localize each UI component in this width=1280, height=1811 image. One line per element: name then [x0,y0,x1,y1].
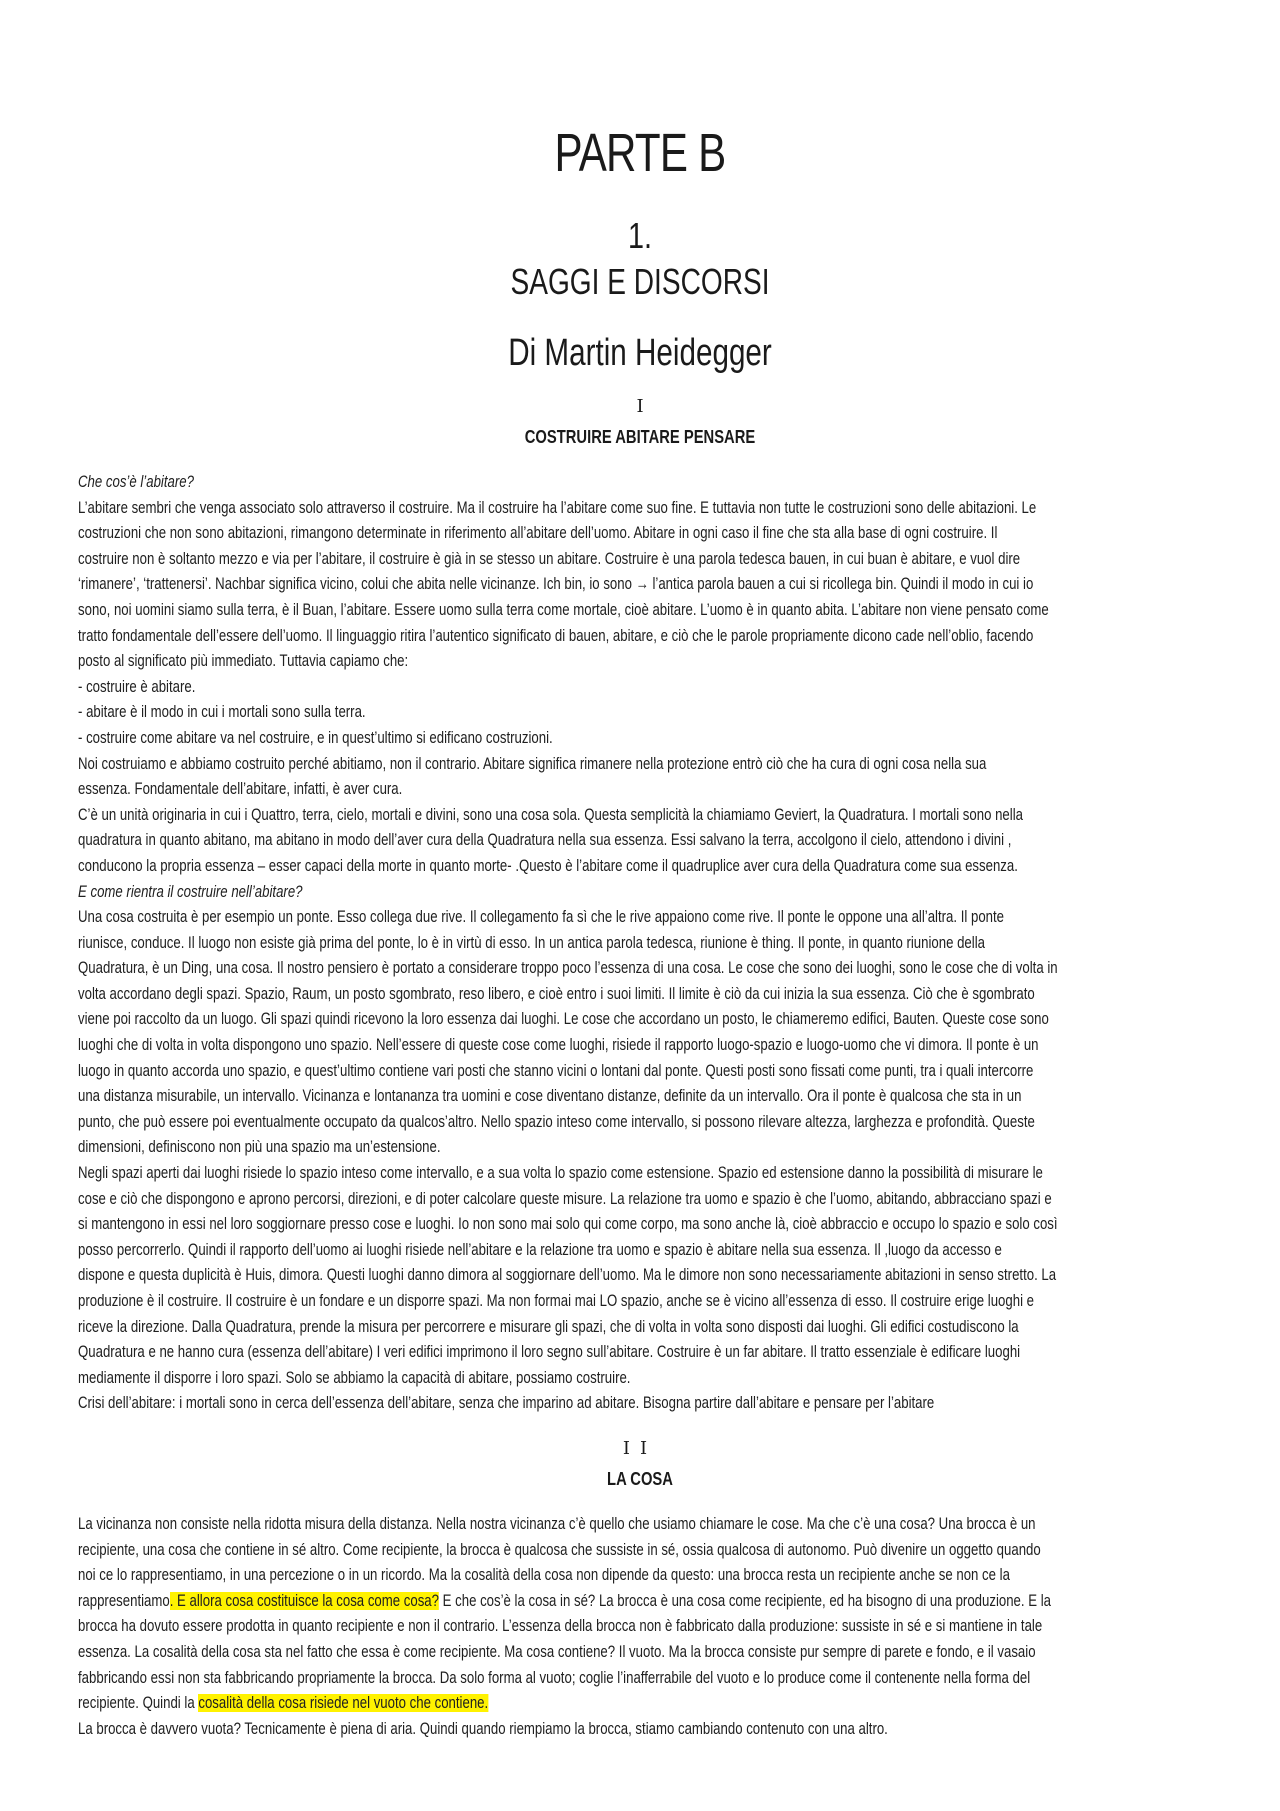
paragraph-line: si mantengono in essi nel loro soggiornare presso cose e luoghi. Io non sono mai solo qui come corpo, ma sono anche là, cioè abbraccio e occupo lo spazio e solo così [78,1215,1058,1234]
author-line: Di Martin Heidegger [508,332,772,374]
paragraph-line: L’abitare sembri che venga associato solo attraverso il costruire. Ma il costruire ha l’abitare come suo fine. E tuttavia non tutte le costruzioni sono delle abitazioni. Le [78,498,1037,517]
section-body-2 [78,1512,1214,1742]
paragraph-line: dispone e questa duplicità è Huis, dimora. Questi luoghi danno dimora al soggiornare dell’uomo. Ma le dimore non sono necessariamente abitazioni in senso stretto. La [78,1266,1057,1285]
section-text [78,470,1214,1417]
paragraph-line: C’è un unità originaria in cui i Quattro, terra, cielo, mortali e divini, sono una cosa sola. Questa semplicità la chiamiamo Geviert, la Quadratura. I mortali sono nella [78,805,1023,824]
chapter-title: SAGGI E DISCORSI [510,261,770,302]
text-run: recipiente. Quindi la [78,1694,199,1713]
highlighted-text: cosalità della cosa risiede nel vuoto che contiene. [198,1694,489,1713]
chapter-number: 1. [627,215,653,256]
paragraph-line: - costruire è abitare. [78,677,196,696]
paragraph-line: La brocca è davvero vuota? Tecnicamente è piena di aria. Quindi quando riempiamo la brocca, stiamo cambiando contenuto con una altro. [78,1719,888,1738]
paragraph-line: sono, noi uomini siamo sulla terra, è il Buan, l’abitare. Essere uomo sulla terra come mortale, cioè abitare. L’uomo è in quanto abita. L’abitare non viene pensato come [78,600,1049,619]
paragraph-line: brocca ha dovuto essere prodotta in quanto recipiente e non il contrario. L’essenza della brocca non è fabbricato dalla produzione: sussiste in sé e si mantiene in tale [78,1617,1043,1636]
section-question: Che cos’è l’abitare? [78,473,194,491]
section-body [78,470,1214,1417]
paragraph-line: punto, che può essere poi eventualmente occupato da qualcos’altro. Nello spazio inteso come intervallo, si possono rilevare altezza, larghezza e profondità. Queste [78,1112,1035,1131]
paragraph-line: Crisi dell’abitare: i mortali sono in cerca dell’essenza dell’abitare, senza che imparino ad abitare. Bisogna partire dall’abitare e pensare per l’abitare [78,1394,935,1413]
paragraph-line: Quadratura e ne hanno cura (essenza dell’abitare) I veri edifici imprimono il loro segno sull’abitare. Costruire è un far abitare. Il tratto essenziale è edificare luoghi [78,1343,1021,1362]
paragraph-line: Quadratura, è un Ding, una cosa. Il nostro pensiero è portato a considerare troppo poco l’essenza di una cosa. Le cose che sono dei luoghi, sono le cose che di volta in [78,959,1058,978]
highlighted-text: . E allora cosa costituisce la cosa come cosa? [169,1591,439,1610]
paragraph-line: costruire non è soltanto mezzo e via per l’abitare, il costruire è già in se stesso un abitare. Costruire è una parola tedesca bauen, in cui buan è abitare, e vuol dire [78,549,1021,568]
paragraph-line: mediamente il disporre i loro spazi. Solo se abbiamo la capacità di abitare, possiamo costruire. [78,1368,631,1387]
section-title: COSTRUIRE ABITARE PENSARE [524,427,756,447]
paragraph-line: riceve la direzione. Dalla Quadratura, prende la misura per percorrere e misurare gli spazi, che di volta in volta sono disposti dai luoghi. Gli edifici costudiscono la [78,1317,1019,1336]
paragraph-line: riunisce, conduce. Il luogo non esiste già prima del ponte, lo è in virtù di esso. In un antica parola tedesca, riunione è thing. Il ponte, in quanto riunione della [78,933,985,952]
paragraph-line: luogo in quanto accorda uno spazio, e quest’ultimo contiene vari posti che stanno vicini o lontani dal ponte. Questi posti sono fissati come punti, tra i quali intercorre [78,1061,1034,1080]
part-heading: PARTE B [554,123,726,183]
paragraph-line: luoghi che di volta in volta dispongono uno spazio. Nell’essere di queste cose come luoghi, risiede il rapporto luogo-spazio e luogo-uomo che vi dimora. Il ponte è un [78,1036,1039,1055]
paragraph-line: costruzioni che non sono abitazioni, rimangono determinate in riferimento all’abitare dell’uomo. Abitare in ogni caso il fine che sta alla base di ogni costruire. Il [78,524,998,543]
section-title-2: LA COSA [607,1469,673,1489]
section-question: E come rientra il costruire nell’abitare? [78,882,303,901]
paragraph-line: - costruire come abitare va nel costruire, e in quest’ultimo si edificano costruzioni. [78,728,553,747]
paragraph-line: dimensioni, definiscono non più una spazio ma un’estensione. [78,1138,441,1157]
paragraph-line: noi ce lo rappresentiamo, in una percezione o in un ricordo. Ma la cosalità della cosa non dipende da questo: una brocca resta un recipiente anche se non ce la [78,1566,1010,1585]
section-numeral-2: II [622,1438,658,1459]
paragraph-line: posto al significato più immediato. Tuttavia capiamo che: [78,652,409,671]
text-run: rappresentiamo [78,1591,170,1610]
paragraph-line: La vicinanza non consiste nella ridotta misura della distanza. Nella nostra vicinanza c’è quello che usiamo chiamare le cose. Ma che c’è una cosa? Una brocca è un [78,1515,1036,1533]
paragraph-line: conducono la propria essenza – esser capaci della morte in quanto morte- .Questo è l’abitare come il quadruplice aver cura della Quadratura come sua essenza. [78,856,1018,875]
paragraph-line: Negli spazi aperti dai luoghi risiede lo spazio inteso come intervallo, e a sua volta lo spazio come estensione. Spazio ed estensione danno la possibilità di misurare le [78,1164,1043,1183]
paragraph-line: essenza. La cosalità della cosa sta nel fatto che essa è come recipiente. Ma cosa contiene? Il vuoto. Ma la brocca consiste pur sempre di parete e fondo, e il vasaio [78,1642,1036,1661]
paragraph-line: cose e ciò che dispongono e aprono percorsi, direzioni, e di poter calcolare queste misure. La relazione tra uomo e spazio è che l’uomo, abitando, abbracciano spazi e [78,1189,1052,1208]
paragraph-line: tratto fondamentale dell’essere dell’uomo. Il linguaggio ritira l’autentico significato di bauen, abitare, e ciò che le parole propriamente dicono cade nell’oblio, facendo [78,626,1034,645]
paragraph-line: Noi costruiamo e abbiamo costruito perché abitiamo, non il contrario. Abitare significa rimanere nella protezione entrò ciò che ha cura di ogni cosa nella sua [78,754,987,773]
paragraph-line: - abitare è il modo in cui i mortali sono sulla terra. [78,703,366,722]
paragraph-line: una distanza misurabile, un intervallo. Vicinanza e lontananza tra uomini e cose diventano distanze, definite da un intervallo. Ora il ponte è qualcosa che sta in un [78,1087,1022,1106]
section-text-2 [78,1512,1214,1742]
paragraph-line: recipiente, una cosa che contiene in sé altro. Come recipiente, la brocca è qualcosa che sussiste in sé, ossia qualcosa di autonomo. Può divenire un oggetto quando [78,1540,1041,1559]
paragraph-line: Una cosa costruita è per esempio un ponte. Esso collega due rive. Il collegamento fa sì che le rive appaiono come rive. Il ponte le oppone una all’altra. Il ponte [78,908,1005,927]
paragraph-line: ‘rimanere’, ‘trattenersi’. Nachbar significa vicino, colui che abita nelle vicinanze. Ich bin, io sono → l’antica parola bauen a cui si ricollega bin. Quindi il modo in cui io [78,575,1034,594]
paragraph-line: essenza. Fondamentale dell’abitare, infatti, è aver cura. [78,780,403,799]
paragraph-line: posso percorrerlo. Quindi il rapporto dell’uomo ai luoghi risiede nell’abitare e la relazione tra uomo e spazio è abitare nella sua essenza. Il ,luogo da accesso e [78,1240,1002,1259]
section-numeral: I [636,396,644,417]
paragraph-line: fabbricando essi non sta fabbricando propriamente la brocca. Da solo forma al vuoto; coglie l’inafferrabile del vuoto e lo produce come il contenente nella forma del [78,1668,1031,1687]
paragraph-line [78,1691,1214,1717]
paragraph-line [78,1589,1214,1615]
paragraph-line: quadratura in quanto abitano, ma abitano in modo dell’aver cura della Quadratura nella sua essenza. Essi salvano la terra, accolgono il cielo, attendono i divini , [78,831,1012,850]
paragraph-line: viene poi raccolto da un luogo. Gli spazi quindi ricevono la loro essenza dai luoghi. Le cose che accordano un posto, le chiameremo edifici, Bauten. Queste cose sono [78,1010,1049,1029]
text-run: E che cos’è la cosa in sé? La brocca è una cosa come recipiente, ed ha bisogno di una produzione. E la [438,1591,1051,1610]
paragraph-line: produzione è il costruire. Il costruire è un fondare e un disporre spazi. Ma non formai mai LO spazio, anche se è vicino all’essenza di esso. Il costruire erige luoghi e [78,1292,1035,1310]
paragraph-line: volta accordano degli spazi. Spazio, Raum, un posto sgombrato, reso libero, e cioè entro i suoi limiti. Il limite è ciò da cui inizia la sua essenza. Ciò che è sgombrato [78,984,1035,1003]
